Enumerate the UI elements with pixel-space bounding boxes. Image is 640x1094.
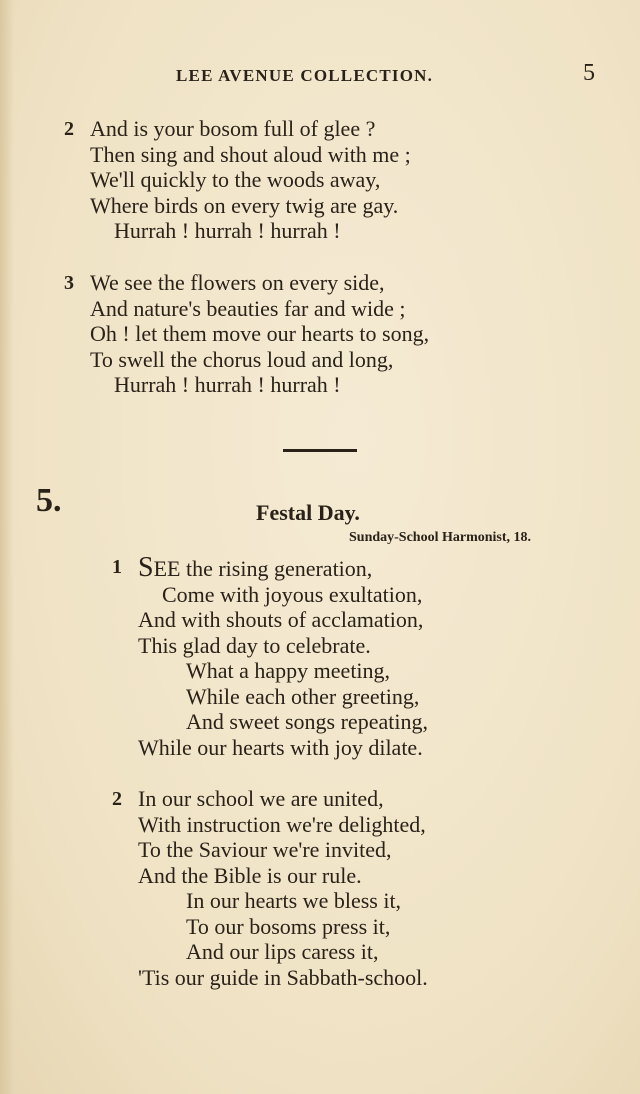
- hymn-number: 5.: [36, 482, 62, 519]
- verse-line: To swell the chorus loud and long,: [90, 346, 394, 372]
- verse-line: Oh ! let them move our hearts to song,: [90, 321, 430, 346]
- verse-line: And the Bible is our rule.: [138, 862, 362, 888]
- stanza: [90, 270, 429, 398]
- verse-line: Come with joyous exultation,: [162, 581, 423, 607]
- verse-line: And sweet songs repeating,: [186, 709, 428, 734]
- verse-line: Then sing and shout aloud with me ;: [90, 141, 411, 167]
- hymn-attribution: Sunday-School Harmonist, 18.: [349, 530, 532, 545]
- verse-line: To the Saviour we're invited,: [138, 837, 392, 862]
- verse-line: While each other greeting,: [186, 683, 420, 709]
- stanza-number: 3: [64, 272, 74, 294]
- verse-line: Where birds on every twig are gay.: [90, 192, 399, 218]
- verse-line: While our hearts with joy dilate.: [138, 734, 423, 760]
- hymn-title: Festal Day.: [256, 500, 360, 525]
- verse-line: We'll quickly to the woods away,: [90, 167, 381, 192]
- page-gutter-shadow: [0, 0, 14, 1094]
- verse-line: And with shouts of acclamation,: [138, 607, 424, 632]
- verse-line: [138, 552, 428, 583]
- verse-line: This glad day to celebrate.: [138, 632, 371, 658]
- stanza: [90, 116, 411, 244]
- running-title: LEE AVENUE COLLECTION.: [176, 66, 434, 85]
- verse-line: In our hearts we bless it,: [186, 888, 402, 913]
- stanza-number: 1: [112, 556, 122, 578]
- verse-line: And is your bosom full of glee ?: [90, 116, 376, 141]
- verse-line: And our lips caress it,: [186, 939, 379, 964]
- verse-line: And nature's beauties far and wide ;: [90, 295, 406, 321]
- stanza-number: 2: [64, 118, 74, 140]
- stanza: [138, 786, 428, 990]
- stanza-number: 2: [112, 788, 122, 810]
- verse-line: 'Tis our guide in Sabbath-school.: [138, 964, 428, 990]
- verse-line: We see the flowers on every side,: [90, 270, 385, 295]
- page-number: 5: [583, 60, 595, 86]
- refrain-line: Hurrah ! hurrah ! hurrah !: [114, 372, 341, 397]
- drop-cap: S: [138, 552, 154, 583]
- verse-line-text: EE the rising generation,: [153, 556, 373, 581]
- verse-line: What a happy meeting,: [186, 658, 391, 683]
- stanza: [138, 552, 428, 760]
- section-divider: [283, 449, 357, 452]
- verse-line: To our bosoms press it,: [186, 913, 391, 939]
- refrain-line: Hurrah ! hurrah ! hurrah !: [114, 218, 341, 243]
- verse-line: In our school we are united,: [138, 786, 384, 811]
- verse-line: With instruction we're delighted,: [138, 811, 426, 837]
